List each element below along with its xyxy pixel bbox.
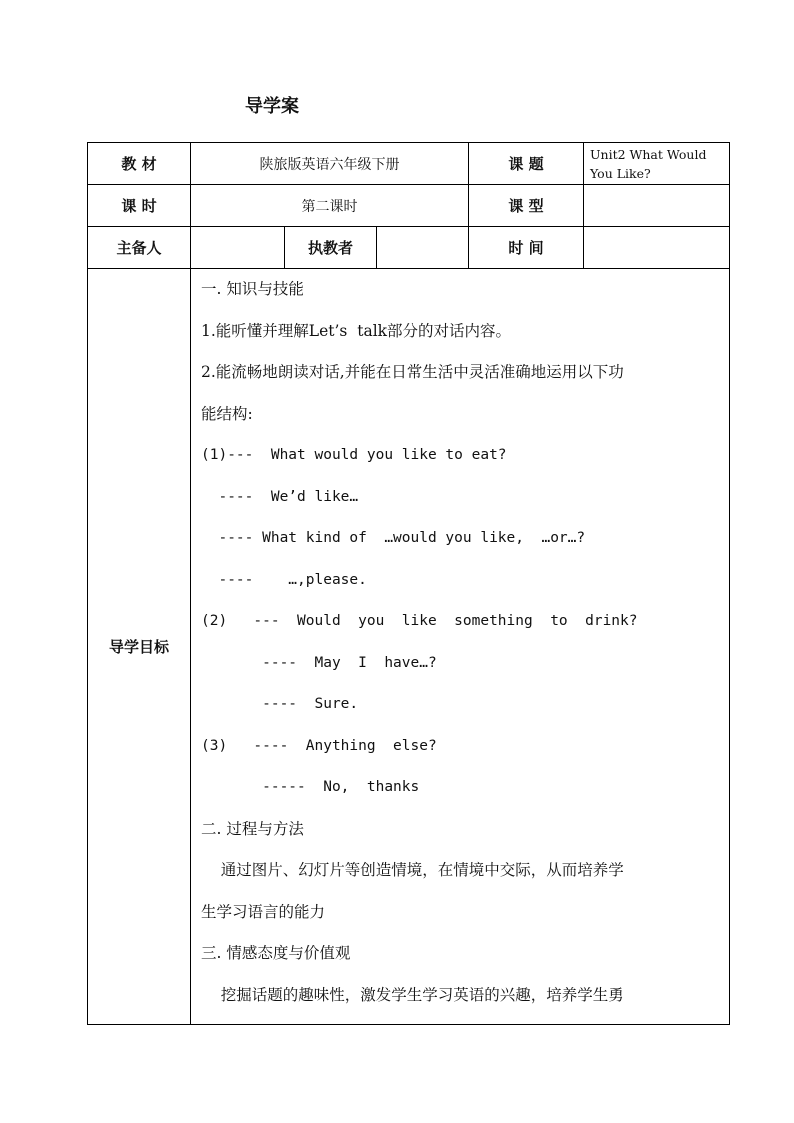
- objective-line: 生学习语言的能力: [201, 902, 326, 921]
- objective-line: 2.能流畅地朗读对话,并能在日常生活中灵活准确地运用以下功: [201, 363, 624, 381]
- dialogue-line: ---- We’d like…: [201, 488, 359, 505]
- dialogue-line: ---- Sure.: [201, 696, 359, 712]
- preparer-label: 主备人: [88, 227, 191, 269]
- document-title: 导学案: [245, 96, 299, 117]
- objectives-content: [191, 269, 730, 1025]
- topic-value: Unit2 What Would You Like?: [584, 143, 730, 185]
- objective-line: 通过图片、幻灯片等创造情境，在情境中交际，从而培养学: [201, 861, 624, 879]
- dialogue-line: (2) --- Would you like something to drink?: [201, 613, 638, 629]
- teacher-value: [377, 227, 469, 269]
- topic-label: 课 题: [469, 143, 584, 185]
- lesson-plan-table: [87, 142, 730, 1025]
- preparer-value: [191, 227, 285, 269]
- time-value: [584, 227, 730, 269]
- textbook-label: 教 材: [88, 143, 191, 185]
- time-label: 时 间: [469, 227, 584, 269]
- dialogue-line: ----- No, thanks: [201, 779, 420, 795]
- objective-line: 二. 过程与方法: [201, 819, 304, 838]
- objective-line: 1.能听懂并理解Let’s talk部分的对话内容。: [201, 321, 512, 340]
- type-value: [584, 185, 730, 227]
- period-value: 第二课时: [191, 185, 469, 227]
- row-preparer: [88, 227, 730, 269]
- objective-line: 一. 知识与技能: [201, 280, 304, 298]
- period-label: 课 时: [88, 185, 191, 227]
- dialogue-line: ---- …,please.: [201, 571, 367, 588]
- dialogue-line: ---- May I have…?: [201, 654, 437, 671]
- dialogue-line: (3) ---- Anything else?: [201, 737, 437, 754]
- teacher-label: 执教者: [285, 227, 377, 269]
- objective-line: 三. 情感态度与价值观: [201, 944, 351, 962]
- dialogue-line: ---- What kind of …would you like, …or…?: [201, 530, 586, 546]
- objective-line: 能结构:: [201, 404, 253, 423]
- objectives-label: 导学目标: [88, 269, 191, 1025]
- row-period: [88, 185, 730, 227]
- objective-line: 挖掘话题的趣味性，激发学生学习英语的兴趣，培养学生勇: [201, 985, 624, 1004]
- row-objectives: [88, 269, 730, 1025]
- type-label: 课 型: [469, 185, 584, 227]
- row-textbook: [88, 143, 730, 185]
- textbook-value: 陕旅版英语六年级下册: [191, 143, 469, 185]
- dialogue-line: (1)--- What would you like to eat?: [201, 447, 507, 463]
